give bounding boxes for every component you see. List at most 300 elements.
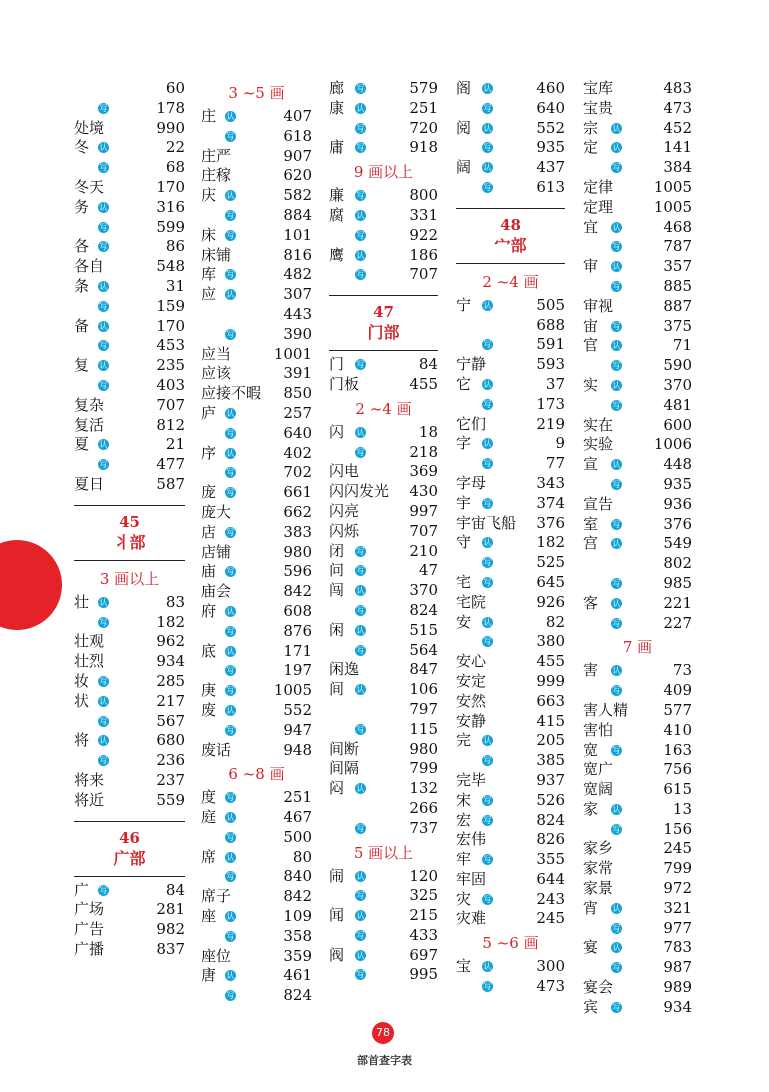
index-entry [329,246,438,266]
write-mark-icon: 写 [99,617,108,627]
entry-word: 庐 [201,403,217,422]
write-mark-icon: 写 [612,361,621,371]
entry-page-number: 812 [156,415,185,434]
index-entry [74,455,185,475]
index-entry [74,652,185,672]
write-mark-icon: 写 [356,546,365,556]
entry-word: 宇 [456,493,472,512]
entry-page-number: 918 [409,138,438,157]
write-mark-icon: 写 [99,222,108,232]
index-entry [329,265,438,285]
index-entry [583,879,692,899]
write-mark-icon: 写 [226,527,235,537]
index-entry [583,218,692,238]
radical-number: 48 [500,215,521,234]
radical-section-header [329,295,438,351]
entry-page-number: 640 [536,98,565,117]
entry-page-number: 384 [663,158,692,177]
entry-page-number: 962 [156,632,185,651]
recognize-mark-icon: 认 [483,439,492,449]
entry-word: 务 [74,197,90,216]
index-entry [583,119,692,139]
stroke-count-subheading: 5 ~6 画 [482,934,539,953]
write-mark-icon: 写 [99,716,108,726]
index-entry [583,534,692,554]
write-mark-icon: 写 [99,676,108,686]
recognize-mark-icon: 认 [356,911,365,921]
entry-word: 夏日 [74,474,105,493]
entry-page-number: 331 [409,205,438,224]
index-entry [329,740,438,760]
recognize-mark-icon: 认 [99,281,108,291]
entry-word: 完 [456,731,472,750]
entry-page-number: 599 [156,217,185,236]
entry-word: 家 [583,799,599,818]
index-entry [201,325,312,345]
index-entry [201,246,312,266]
index-entry [201,661,312,681]
index-entry [583,800,692,820]
entry-word: 宋 [456,790,472,809]
write-mark-icon: 写 [356,566,365,576]
entry-word: 席子 [201,887,232,906]
entry-word: 庸 [329,138,345,157]
entry-word: 座位 [201,946,232,965]
entry-word: 家景 [583,879,614,898]
write-mark-icon: 写 [483,498,492,508]
index-entry [456,395,565,415]
index-entry [329,867,438,887]
entry-word: 阀 [329,945,345,964]
write-mark-icon: 写 [99,756,108,766]
write-mark-icon: 写 [356,84,365,93]
index-entry [201,463,312,483]
entry-word: 它 [456,374,472,393]
index-entry [201,887,312,907]
index-entry [583,455,692,475]
entry-word: 宽广 [583,760,614,779]
entry-page-number: 285 [156,671,185,690]
index-entry [583,780,692,800]
recognize-mark-icon: 认 [483,736,492,746]
index-entry [329,206,438,226]
entry-page-number: 481 [663,395,692,414]
index-entry [201,966,312,986]
index-entry [456,119,565,139]
index-entry [456,731,565,751]
index-entry [201,986,312,1006]
entry-page-number: 985 [663,573,692,592]
index-entry [201,721,312,741]
radical-label: 广部 [113,848,146,868]
write-mark-icon: 写 [483,143,492,153]
index-entry [74,198,185,218]
entry-page-number: 525 [536,553,565,572]
index-entry [583,681,692,701]
index-entry [201,602,312,622]
recognize-mark-icon: 认 [612,341,621,351]
write-mark-icon: 写 [226,210,235,220]
stroke-count-subheading: 2 ~4 画 [355,399,412,418]
entry-page-number: 884 [283,205,312,224]
entry-page-number: 477 [156,455,185,474]
entry-page-number: 688 [536,315,565,334]
write-mark-icon: 写 [612,578,621,588]
write-mark-icon: 写 [226,793,235,803]
entry-page-number: 37 [545,374,565,393]
recognize-mark-icon: 认 [226,606,235,616]
entry-page-number: 325 [409,886,438,905]
index-entry [456,296,565,316]
index-entry [583,741,692,761]
entry-word: 实在 [583,415,614,434]
entry-word: 复活 [74,415,105,434]
write-mark-icon: 写 [99,242,108,252]
entry-page-number: 707 [409,521,438,540]
write-mark-icon: 写 [356,447,365,457]
index-entry [329,926,438,946]
entry-page-number: 850 [283,384,312,403]
entry-page-number: 468 [663,217,692,236]
entry-page-number: 370 [663,375,692,394]
radical-number: 47 [373,303,394,322]
write-mark-icon: 写 [356,191,365,201]
entry-page-number: 972 [663,879,692,898]
index-entry [329,779,438,799]
write-mark-icon: 写 [612,824,621,834]
index-entry [583,79,692,99]
index-entry [456,138,565,158]
index-entry [201,927,312,947]
index-entry [74,632,185,652]
entry-word: 将 [74,731,90,750]
entry-word: 腐 [329,205,345,224]
index-entry [329,660,438,680]
write-mark-icon: 写 [226,626,235,636]
write-mark-icon: 写 [99,885,108,895]
entry-page-number: 448 [663,455,692,474]
entry-page-number: 281 [156,900,185,919]
entry-word: 席 [201,847,217,866]
index-entry [74,218,185,238]
entry-word: 定 [583,138,599,157]
entry-page-number: 837 [156,939,185,958]
entry-word: 应接不暇 [201,384,262,403]
entry-page-number: 1006 [653,435,692,454]
entry-page-number: 227 [663,613,692,632]
write-mark-icon: 写 [356,645,365,655]
entry-page-number: 358 [283,926,312,945]
recognize-mark-icon: 认 [612,903,621,913]
index-entry [456,415,565,435]
entry-page-number: 369 [409,462,438,481]
entry-page-number: 236 [156,751,185,770]
index-entry [201,582,312,602]
index-column-5 [583,79,692,1018]
entry-page-number: 977 [663,918,692,937]
index-entry [329,502,438,522]
index-entry [329,138,438,158]
index-entry [201,424,312,444]
index-entry [583,515,692,535]
stroke-count-subheading: 3 ~5 画 [228,84,285,102]
entry-page-number: 618 [283,126,312,145]
entry-word: 壮观 [74,632,105,651]
entry-word: 阔 [456,158,472,177]
index-entry [583,859,692,879]
write-mark-icon: 写 [356,605,365,615]
entry-page-number: 215 [409,906,438,925]
write-mark-icon: 写 [226,329,235,339]
entry-page-number: 826 [536,830,565,849]
entry-word: 宗 [583,118,599,137]
entry-word: 安心 [456,652,487,671]
recognize-mark-icon: 认 [99,202,108,212]
recognize-mark-icon: 认 [483,123,492,133]
entry-page-number: 300 [536,957,565,976]
recognize-mark-icon: 认 [99,321,108,331]
recognize-mark-icon: 认 [356,103,365,113]
index-entry [583,899,692,919]
entry-page-number: 697 [409,945,438,964]
entry-page-number: 210 [409,541,438,560]
index-entry [329,641,438,661]
index-entry [456,909,565,929]
index-entry [456,830,565,850]
entry-word: 室 [583,514,599,533]
index-entry [329,799,438,819]
entry-page-number: 876 [283,621,312,640]
entry-word: 闹 [329,866,345,885]
recognize-mark-icon: 认 [99,736,108,746]
entry-word: 宣 [583,455,599,474]
index-entry [74,356,185,376]
entry-page-number: 596 [283,562,312,581]
stroke-count-subheading: 5 画以上 [353,843,414,862]
entry-word: 实 [583,375,599,394]
entry-page-number: 21 [165,435,185,454]
index-entry [329,443,438,463]
entry-word: 宣告 [583,494,614,513]
radical-section-header [74,505,185,561]
entry-page-number: 800 [409,186,438,205]
entry-page-number: 564 [409,640,438,659]
entry-page-number: 173 [536,394,565,413]
index-entry [329,965,438,985]
index-entry [583,495,692,515]
index-entry [456,771,565,791]
radical-number: 45 [119,512,140,531]
write-mark-icon: 写 [99,341,108,351]
entry-page-number: 824 [283,986,312,1005]
entry-page-number: 620 [283,166,312,185]
index-entry [583,317,692,337]
entry-page-number: 515 [409,620,438,639]
write-mark-icon: 写 [226,488,235,498]
radical-label: 门部 [367,323,400,343]
entry-word: 床 [201,225,217,244]
entry-page-number: 321 [663,898,692,917]
index-entry [583,376,692,396]
write-mark-icon: 写 [226,567,235,577]
index-entry [74,731,185,751]
entry-page-number: 500 [283,827,312,846]
entry-page-number: 797 [409,699,438,718]
entry-page-number: 720 [409,118,438,137]
entry-word: 问 [329,561,345,580]
page-number-badge: 78 [372,1022,394,1044]
entry-word: 庆 [201,186,217,205]
entry-page-number: 266 [409,798,438,817]
entry-word: 各自 [74,257,105,276]
entry-word: 唐 [201,966,217,985]
entry-page-number: 995 [409,965,438,984]
recognize-mark-icon: 认 [612,222,621,232]
entry-page-number: 141 [663,138,692,157]
entry-page-number: 68 [165,158,185,177]
index-column-4 [456,79,565,997]
write-mark-icon: 写 [356,930,365,940]
write-mark-icon: 写 [483,182,492,192]
index-entry [583,277,692,297]
recognize-mark-icon: 认 [612,460,621,470]
entry-page-number: 997 [409,501,438,520]
recognize-mark-icon: 认 [356,586,365,596]
entry-word: 害怕 [583,720,614,739]
entry-word: 备 [74,316,90,335]
entry-word: 宵 [583,898,599,917]
entry-word: 官 [583,336,599,355]
index-entry [329,759,438,779]
entry-word: 定理 [583,197,614,216]
entry-word: 夏 [74,435,90,454]
write-mark-icon: 写 [483,756,492,766]
entry-page-number: 115 [409,719,438,738]
index-entry [329,886,438,906]
write-mark-icon: 写 [226,686,235,696]
entry-page-number: 526 [536,790,565,809]
entry-word: 牢 [456,850,472,869]
radical-label: 丬部 [113,532,146,552]
index-entry [583,574,692,594]
entry-page-number: 453 [156,336,185,355]
recognize-mark-icon: 认 [356,625,365,635]
entry-word: 庄 [201,107,217,125]
recognize-mark-icon: 认 [356,685,365,695]
entry-page-number: 645 [536,572,565,591]
entry-word: 宫 [583,534,599,553]
write-mark-icon: 写 [612,479,621,489]
recognize-mark-icon: 认 [612,804,621,814]
index-entry [201,285,312,305]
entry-page-number: 380 [536,632,565,651]
index-entry [74,79,185,99]
write-mark-icon: 写 [612,963,621,973]
entry-page-number: 907 [283,146,312,165]
entry-page-number: 799 [663,859,692,878]
index-entry [329,601,438,621]
index-entry [329,522,438,542]
index-entry [201,206,312,226]
entry-word: 安然 [456,691,487,710]
index-entry [456,99,565,119]
entry-word: 广场 [74,900,105,919]
index-entry [456,692,565,712]
index-entry [583,554,692,574]
entry-page-number: 799 [409,759,438,778]
entry-page-number: 552 [536,118,565,137]
entry-word: 宴 [583,938,599,957]
entry-word: 闪电 [329,462,360,481]
entry-page-number: 980 [409,739,438,758]
entry-page-number: 567 [156,711,185,730]
write-mark-icon: 写 [226,428,235,438]
index-entry [329,680,438,700]
entry-word: 将近 [74,790,105,809]
index-entry [329,99,438,119]
index-entry [74,900,185,920]
entry-word: 闪烁 [329,521,360,540]
entry-page-number: 552 [283,700,312,719]
entry-word: 宝贵 [583,98,614,117]
index-entry [74,435,185,455]
entry-word: 冬 [74,138,90,157]
recognize-mark-icon: 认 [483,163,492,173]
index-entry [583,336,692,356]
index-entry [583,356,692,376]
index-entry [456,178,565,198]
stroke-count-subheading: 3 画以上 [99,569,160,588]
entry-word: 应当 [201,344,232,363]
entry-page-number: 702 [283,463,312,482]
recognize-mark-icon: 认 [99,696,108,706]
entry-page-number: 467 [283,808,312,827]
entry-word: 废话 [201,740,232,759]
index-entry [74,396,185,416]
recognize-mark-icon: 认 [226,191,235,201]
index-entry [201,107,312,127]
entry-word: 度 [201,788,217,807]
entry-page-number: 60 [165,79,185,97]
entry-page-number: 885 [663,276,692,295]
index-entry [329,79,438,99]
red-thumb-tab [0,540,62,630]
entry-word: 庞大 [201,502,232,521]
entry-page-number: 245 [536,909,565,928]
entry-page-number: 359 [283,946,312,965]
stroke-count-subheading: 2 ~4 画 [482,272,539,291]
recognize-mark-icon: 认 [226,448,235,458]
entry-page-number: 245 [663,839,692,858]
entry-page-number: 205 [536,731,565,750]
entry-page-number: 1005 [273,681,312,700]
write-mark-icon: 写 [612,618,621,628]
index-entry [583,958,692,978]
index-entry [329,581,438,601]
entry-word: 宏伟 [456,830,487,849]
entry-word: 庙会 [201,582,232,601]
index-entry [456,632,565,652]
index-entry [329,819,438,839]
entry-word: 宏 [456,810,472,829]
write-mark-icon: 写 [483,637,492,647]
entry-word: 庄稼 [201,166,232,185]
index-entry [329,561,438,581]
entry-page-number: 186 [409,245,438,264]
entry-page-number: 159 [156,296,185,315]
index-entry [456,977,565,997]
entry-page-number: 579 [409,79,438,97]
